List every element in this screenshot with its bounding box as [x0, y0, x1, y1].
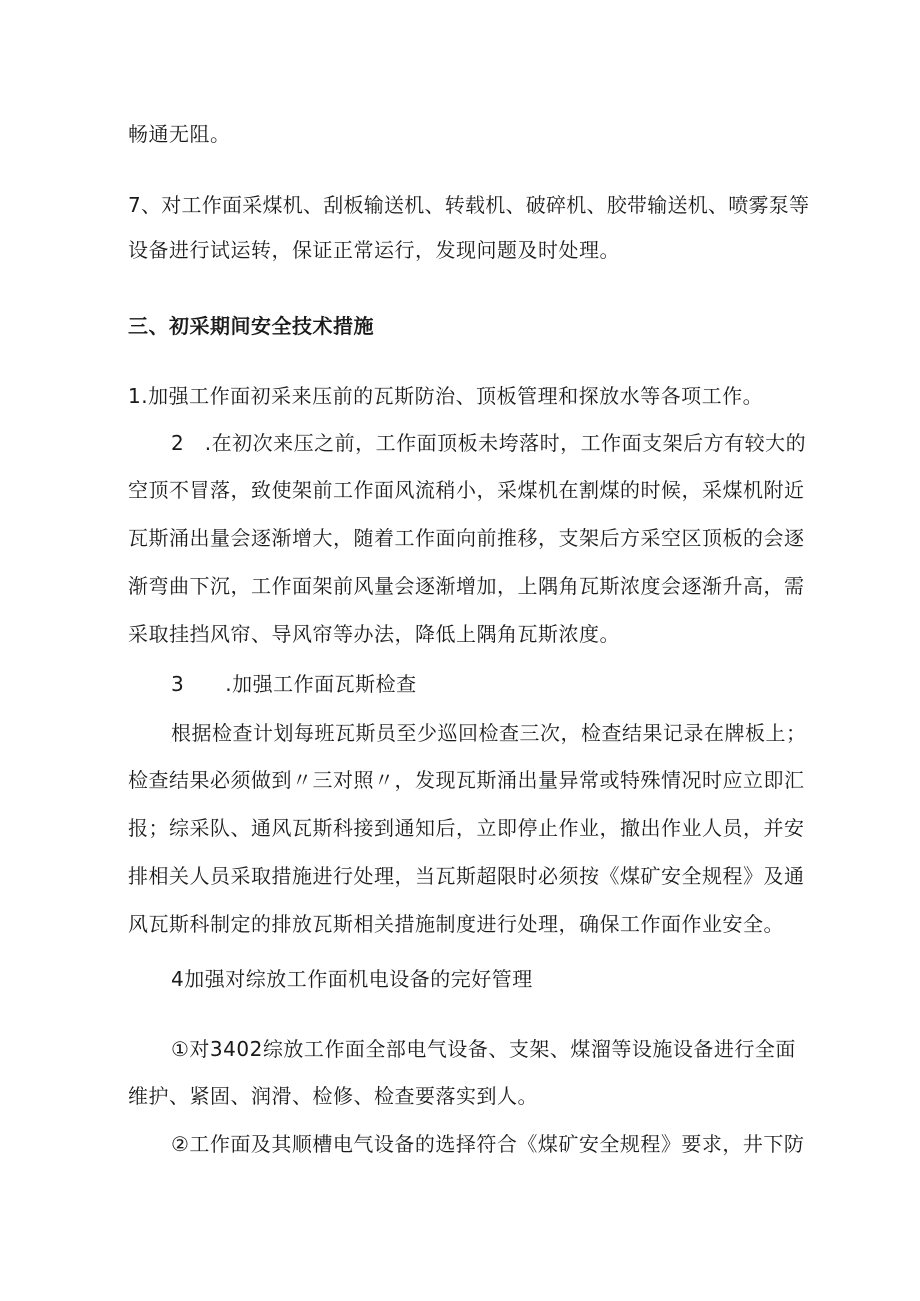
paragraph-line: 1.加强工作面初采来压前的瓦斯防治、顶板管理和探放水等各项工作。 [128, 384, 764, 408]
paragraph-line: 渐弯曲下沉，工作面架前风量会逐渐增加，上隅角瓦斯浓度会逐渐升高，需 [128, 574, 805, 598]
paragraph-line: 空顶不冒落，致使架前工作面风流稍小，采煤机在割煤的时候，采煤机附近 [128, 478, 805, 502]
paragraph-line: 报；综采队、通风瓦斯科接到通知后，立即停止作业，撤出作业人员，并安 [128, 816, 805, 840]
paragraph-line: ②工作面及其顺槽电气设备的选择符合《煤矿安全规程》要求，井下防 [171, 1132, 805, 1156]
paragraph-line: 设备进行试运转，保证正常运行，发现问题及时处理。 [128, 238, 620, 262]
paragraph-line: 瓦斯涌出量会逐渐增大，随着工作面向前推移，支架后方采空区顶板的会逐 [128, 526, 805, 550]
paragraph-line: 风瓦斯科制定的排放瓦斯相关措施制度进行处理，确保工作面作业安全。 [128, 912, 784, 936]
paragraph-line: 采取挂挡风帘、导风帘等办法，降低上隅角瓦斯浓度。 [128, 622, 620, 646]
subsection-heading: 4加强对综放工作面机电设备的完好管理 [171, 967, 533, 991]
subsection-heading: 3 .加强工作面瓦斯检查 [171, 672, 417, 696]
paragraph-line: 畅通无阻。 [128, 122, 231, 146]
paragraph-line: 根据检查计划每班瓦斯员至少巡回检查三次，检查结果记录在牌板上； [171, 721, 807, 745]
paragraph-line: 维护、紧固、润滑、检修、检查要落实到人。 [128, 1084, 538, 1108]
paragraph-line: 检查结果必须做到〃三对照〃，发现瓦斯涌出量异常或特殊情况时应立即汇 [128, 768, 805, 792]
paragraph-line: 排相关人员采取措施进行处理，当瓦斯超限时必须按《煤矿安全规程》及通 [128, 864, 805, 888]
paragraph-line: ①对3402综放工作面全部电气设备、支架、煤溜等设施设备进行全面 [171, 1037, 796, 1061]
paragraph-line: 2 .在初次来压之前，工作面顶板未垮落时，工作面支架后方有较大的 [171, 431, 807, 455]
section-heading: 三、初采期间安全技术措施 [128, 314, 374, 338]
paragraph-line: 7、对工作面采煤机、刮板输送机、转载机、破碎机、胶带输送机、喷雾泵等 [128, 193, 810, 217]
